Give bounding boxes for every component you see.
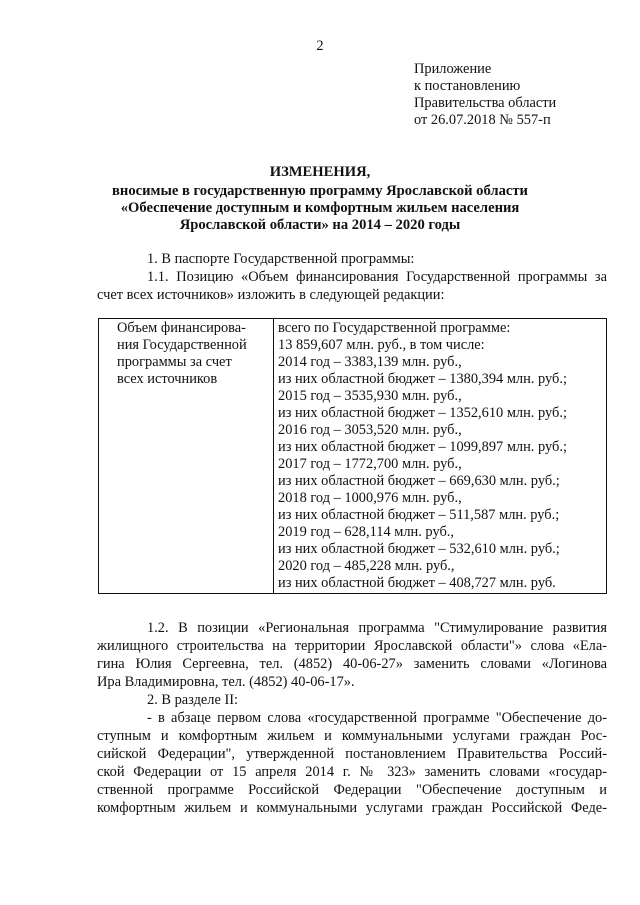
value-line: из них областной бюджет – 1099,897 млн. руб.; (278, 439, 567, 455)
title-line: Ярославской области» на 2014 – 2020 годы (179, 217, 461, 233)
label-cell (99, 319, 274, 594)
paragraph: жилищного строительства на территории Ярославской области"» слова «Ела- (97, 638, 607, 654)
value-line: 2014 год – 3383,139 млн. руб., (278, 354, 462, 370)
label-line: всех источников (117, 371, 218, 387)
value-line: из них областной бюджет – 532,610 млн. руб.; (278, 541, 560, 557)
appendix-line: Правительства области (414, 95, 557, 111)
paragraph: ской Федерации от 15 апреля 2014 г. № 323» заменить словами «государ- (97, 764, 607, 780)
page-number: 2 (316, 38, 324, 54)
paragraph: сийской Федерации", утвержденной постановлением Правительства Россий- (97, 746, 607, 762)
value-line: всего по Государственной программе: (278, 320, 511, 336)
title-line: «Обеспечение доступным и комфортным жильем населения (120, 200, 520, 216)
paragraph: 1. В паспорте Государственной программы: (147, 251, 415, 267)
value-line: из них областной бюджет – 1380,394 млн. руб.; (278, 371, 567, 387)
value-line: 13 859,607 млн. руб., в том числе: (278, 337, 485, 353)
label-line: Объем финансирова- (117, 320, 246, 336)
paragraph: ственной программе Российской Федерации "Обеспечение доступным и (97, 782, 607, 798)
title-line: ИЗМЕНЕНИЯ, (269, 164, 371, 180)
value-line: из них областной бюджет – 1352,610 млн. руб.; (278, 405, 567, 421)
financing-table (98, 318, 607, 594)
value-line: из них областной бюджет – 669,630 млн. руб.; (278, 473, 560, 489)
paragraph: 1.1. Позицию «Объем финансирования Государственной программы за (147, 269, 607, 285)
paragraph: гина Юлия Сергеевна, тел. (4852) 40-06-27» заменить словами «Логинова (97, 656, 607, 672)
paragraph: Ира Владимировна, тел. (4852) 40-06-17». (97, 674, 355, 690)
appendix-line: к постановлению (414, 78, 521, 94)
section-heading: 2. В разделе II: (147, 692, 239, 708)
value-line: 2019 год – 628,114 млн. руб., (278, 524, 454, 540)
value-line: 2016 год – 3053,520 млн. руб., (278, 422, 462, 438)
value-line: из них областной бюджет – 408,727 млн. руб. (278, 575, 556, 591)
value-line: 2017 год – 1772,700 млн. руб., (278, 456, 462, 472)
appendix-line: Приложение (414, 61, 492, 77)
value-cell (274, 319, 607, 594)
paragraph: счет всех источников» изложить в следующей редакции: (97, 287, 445, 303)
table-row (99, 319, 607, 594)
label-line: ния Государственной (117, 337, 247, 353)
value-line: 2018 год – 1000,976 млн. руб., (278, 490, 462, 506)
paragraph: ступным и комфортным жильем и коммунальными услугами граждан Рос- (97, 728, 607, 744)
value-line: 2020 год – 485,228 млн. руб., (278, 558, 455, 574)
value-line: 2015 год – 3535,930 млн. руб., (278, 388, 462, 404)
paragraph: 1.2. В позиции «Региональная программа "Стимулирование развития (147, 620, 607, 636)
appendix-line: от 26.07.2018 № 557-п (414, 112, 551, 128)
title-line: вносимые в государственную программу Ярославской области (112, 183, 528, 199)
value-line: из них областной бюджет – 511,587 млн. руб.; (278, 507, 560, 523)
paragraph: комфортным жильем и коммунальными услугами граждан Российской Феде- (97, 800, 607, 816)
label-line: программы за счет (117, 354, 232, 370)
paragraph: - в абзаце первом слова «государственной программе "Обеспечение до- (147, 710, 607, 726)
